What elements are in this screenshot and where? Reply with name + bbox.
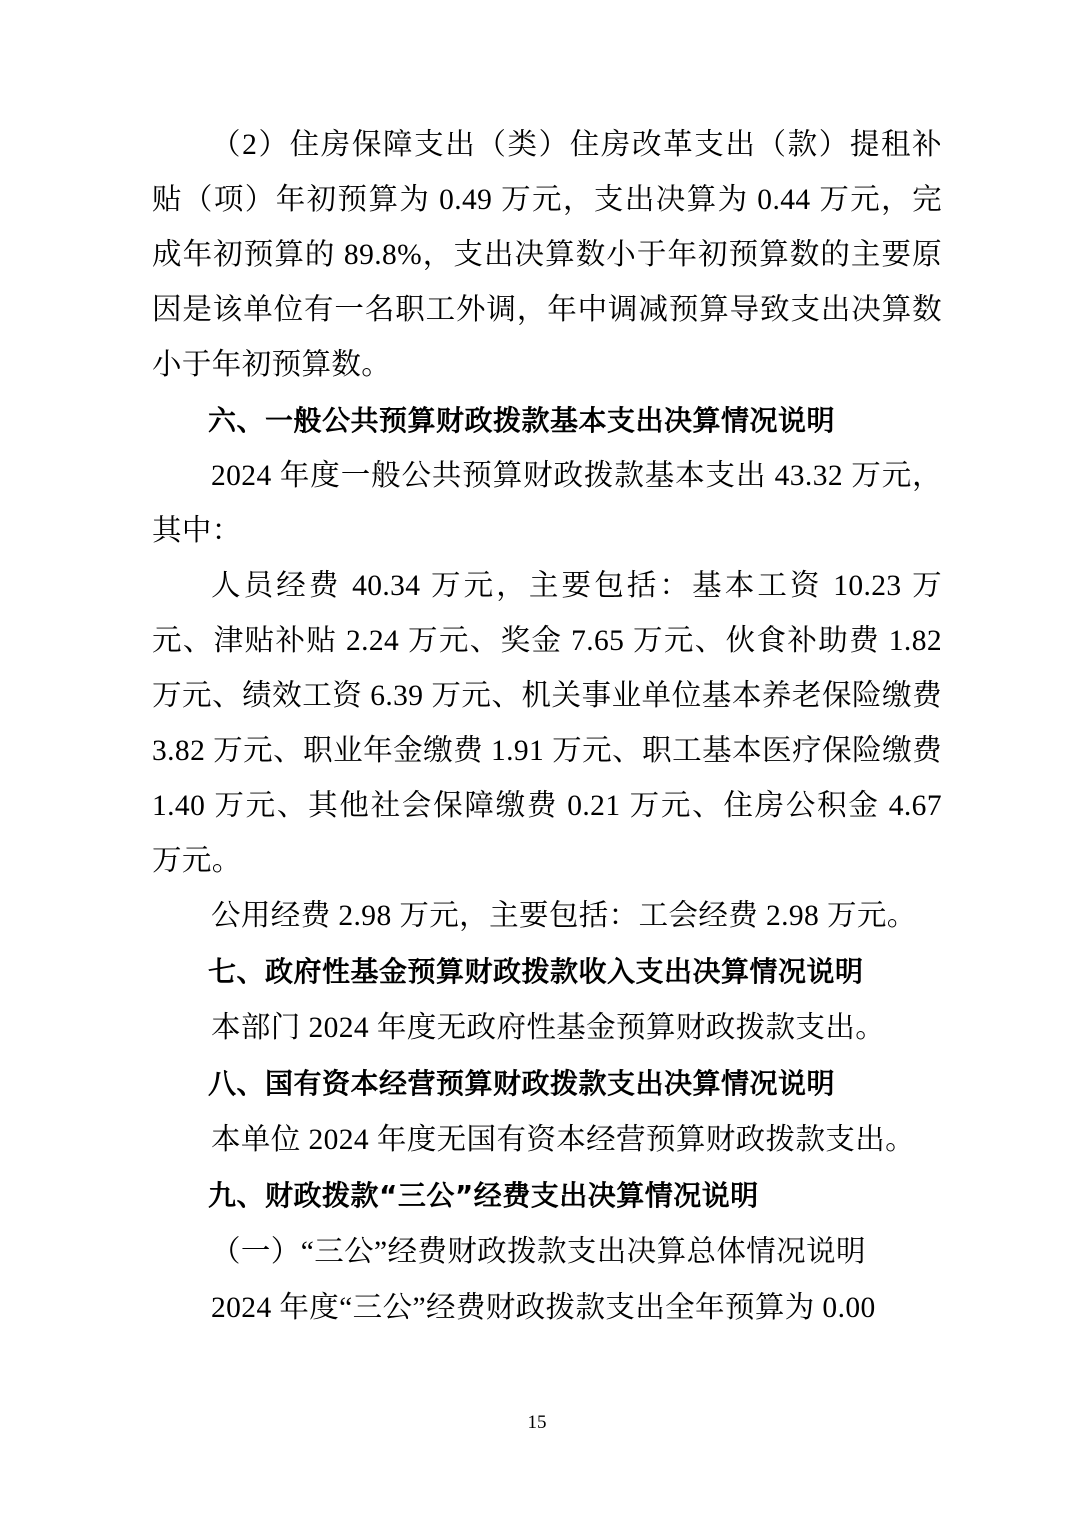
paragraph-basic-expenditure-total: 2024 年度一般公共预算财政拨款基本支出 43.32 万元，其中：	[152, 460, 942, 547]
heading-section-seven: 七、政府性基金预算财政拨款收入支出决算情况说明	[208, 955, 864, 988]
heading-section-eight: 八、国有资本经营预算财政拨款支出决算情况说明	[208, 1067, 836, 1100]
paragraph-state-capital: 本单位 2024 年度无国有资本经营预算财政拨款支出。	[211, 1124, 916, 1156]
paragraph-three-public-budget: 2024 年度“三公”经费财政拨款支出全年预算为 0.00	[211, 1292, 876, 1324]
paragraph-housing-subsidy: （2）住房保障支出（类）住房改革支出（款）提租补贴（项）年初预算为 0.49 万元，支出决算为 0.44 万元，完成年初预算的 89.8%，支出决算数小于年初预算数的主要原因是该单位有一名职工外调，年中调减预算导致支出决算数小于年初预算数。	[152, 129, 942, 381]
page-number: 15	[527, 1412, 547, 1433]
paragraph-public-expenses: 公用经费 2.98 万元，主要包括：工会经费 2.98 万元。	[211, 900, 917, 932]
paragraph-personnel-expenses: 人员经费 40.34 万元，主要包括：基本工资 10.23 万元、津贴补贴 2.24 万元、奖金 7.65 万元、伙食补助费 1.82 万元、绩效工资 6.39 万元、机关事业单位基本养老保险缴费 3.82 万元、职业年金缴费 1.91 万元、职工基本医疗保险缴费 1.40 万元、其他社会保障缴费 0.21 万元、住房公积金 4.67 万元。	[152, 570, 942, 877]
heading-section-six: 六、一般公共预算财政拨款基本支出决算情况说明	[208, 404, 836, 437]
document-body	[152, 118, 942, 1336]
paragraph-gov-fund: 本部门 2024 年度无政府性基金预算财政拨款支出。	[211, 1012, 886, 1044]
heading-section-nine: 九、财政拨款“三公”经费支出决算情况说明	[208, 1179, 759, 1212]
subheading-nine-one: （一）“三公”经费财政拨款支出决算总体情况说明	[211, 1236, 866, 1268]
